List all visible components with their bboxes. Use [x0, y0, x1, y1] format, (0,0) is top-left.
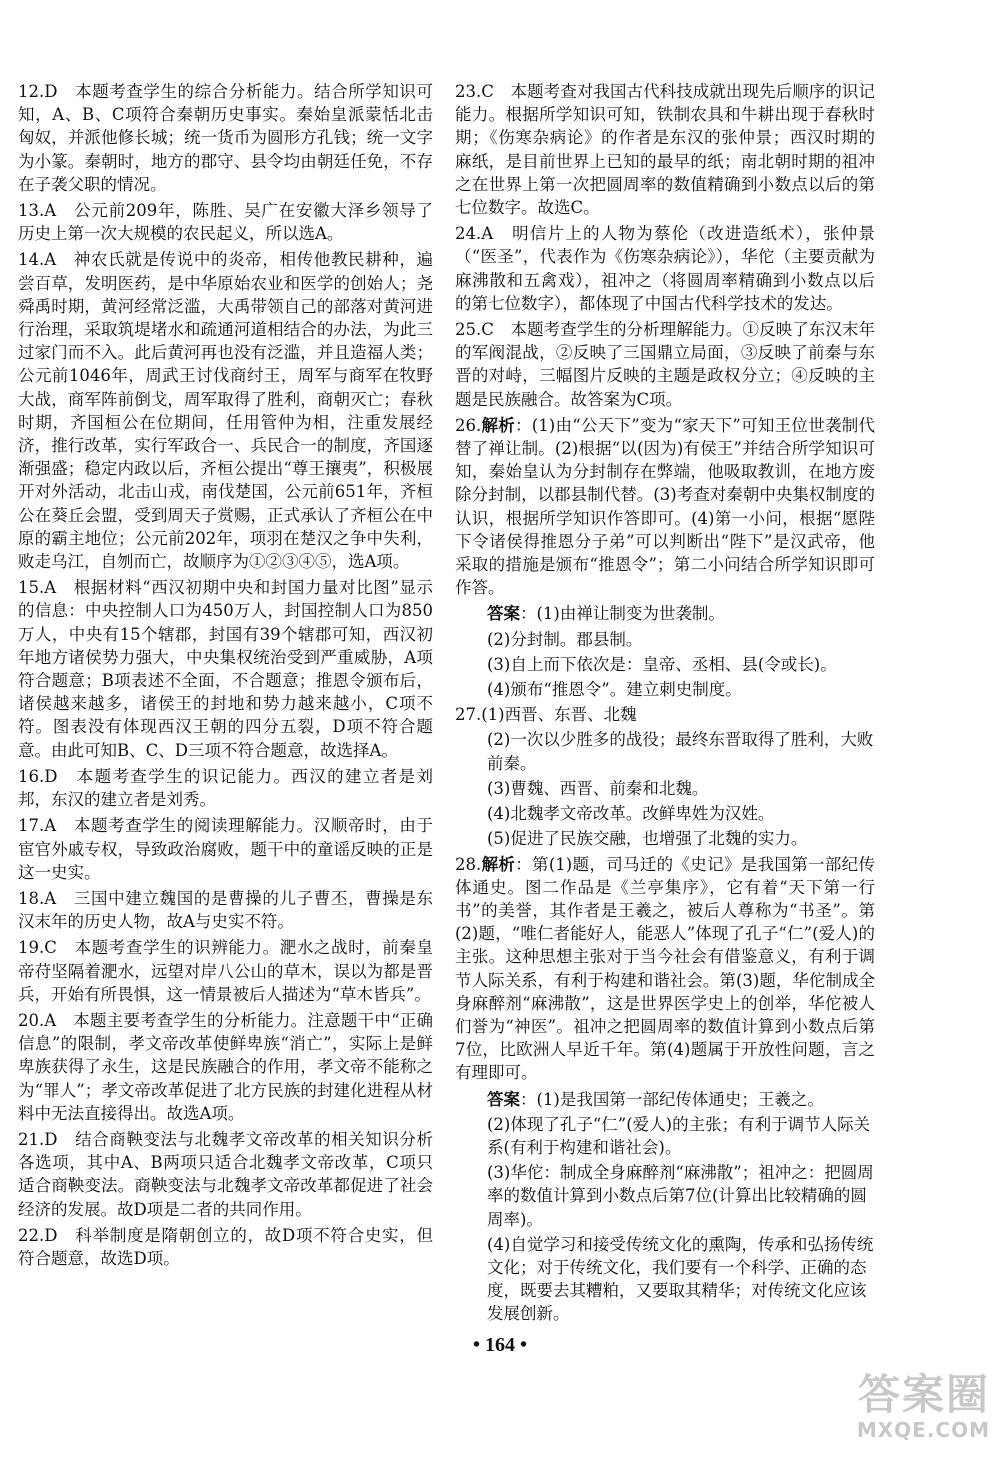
analysis-text: ：(1)由“公天下”变为“家天下”可知王位世袭制代替了禅让制。(2)根据“以(因为)有侯王”并结合所学知识可知，秦始皇认为分封制存在弊端，他吸取教训，在地方废除分封制，以郡县制代替。(3)考查对秦朝中央集权制度的认识，根据所学知识作答即可。(4)第一小问，根据“愿陛下令诸侯得推恩分子弟”可以判断出“陛下”是汉武帝，他采取的措施是颁布“推恩令”；第二小问结合所学知识即可作答。 [455, 415, 875, 598]
right-column [455, 80, 875, 1328]
answer-item-12 [18, 80, 433, 196]
item-number: 26. [455, 415, 482, 435]
item-text: 根据材料“西汉初期中央和封国力量对比图”显示的信息：中央控制人口为450万人，封国控制人口为850万人，中央有15个辖郡，封国有39个辖郡可知，西汉初年地方诸侯势力强大，中央集权统治受到严重威胁，A项符合题意；B项表述不全面，不合题意；推恩令颁布后，诸侯越来越多，诸侯王的封地和势力越来越小，C项不符。图表没有体现西汉王朝的四分五裂，D项不符合题意。由此可知B、C、D三项不符合题意，故选择A。 [18, 578, 433, 760]
answer-item-14 [18, 248, 433, 573]
answer-item-28 [455, 853, 875, 1326]
item-text: 本题考查学生的识辨能力。淝水之战时，前秦皇帝苻坚隔着淝水，远望对岸八公山的草木，误以为都是晋兵，开始有所畏惧，这一情景被后人描述为“草木皆兵”。 [18, 938, 433, 1004]
item-text: 本题考查学生的综合分析能力。结合所学知识可知，A、B、C项符合秦朝历史事实。秦始皇派蒙恬北击匈奴，并派他修长城；统一货币为圆形方孔钱；统一文字为小篆。秦朝时，地方的郡守、县令均由朝廷任免，不存在子袭父职的情况。 [18, 82, 433, 194]
answer-line: (2)体现了孔子“仁”(爱人)的主张；有利于调节人际关系(有利于构建和谐社会)。 [487, 1114, 871, 1157]
item-text: 公元前209年，陈胜、吴广在安徽大泽乡领导了历史上第一次大规模的农民起义，所以选A。 [18, 201, 433, 244]
item-text: 三国中建立魏国的是曹操的儿子曹丕，曹操是东汉末年的历史人物，故A与史实不符。 [18, 888, 433, 932]
answer-line: (4)北魏孝文帝改革。改鲜卑姓为汉姓。 [487, 804, 775, 824]
item-number: 13.A [18, 201, 57, 221]
item-number: 20.A [18, 1010, 57, 1030]
item-text: 本题考查学生的阅读理解能力。汉顺帝时，由于宦官外戚专权，导致政治腐败，题干中的童谣反映的正是这一史实。 [18, 816, 433, 882]
left-column [18, 80, 433, 1273]
item-number: 27. [455, 705, 482, 725]
item-text: 本题考查对我国古代科技成就出现先后顺序的识记能力。根据所学知识可知，铁制农具和牛耕出现于春秋时期；《伤寒杂病论》的作者是东汉的张仲景；西汉时期的麻纸，是目前世界上已知的最早的纸；南北朝时期的祖冲之在世界上第一次把圆周率的数值精确到小数点以后的第七位数字。故选C。 [455, 82, 875, 218]
item-text: 本题考查学生的识记能力。西汉的建立者是刘邦，东汉的建立者是刘秀。 [18, 766, 433, 810]
answer-line [455, 602, 875, 625]
item-text: 结合商鞅变法与北魏孝文帝改革的相关知识分析各选项，其中A、B两项只适合北魏孝文帝改革，C项只适合商鞅变法。商鞅变法与北魏孝文帝改革都促进了社会经济的发展。故D项是二者的共同作用。 [18, 1129, 433, 1219]
item-number: 25.C [455, 320, 494, 340]
answer-item-17 [18, 814, 433, 884]
item-number: 15.A [18, 578, 57, 598]
answer-text: (1)西晋、东晋、北魏 [481, 705, 637, 725]
answer-item-27 [455, 703, 875, 850]
page-number: • 164 • [472, 1334, 527, 1356]
answer-line: (3)自上而下依次是：皇帝、丞相、县(令或长)。 [487, 654, 837, 674]
analysis-text: ：第(1)题，司马迁的《史记》是我国第一部纪传体通史。图二作品是《兰亭集序》，它有着“天下第一行书”的美誉，其作者是王羲之，被后人尊称为“书圣”。第(2)题，“唯仁者能好人，能恶人”体现了孔子“仁”(爱人)的主张。这种思想主张对于当今社会有借鉴意义，有利于调节人际关系，有利于构建和谐社会。第(3)题，华佗制成全身麻醉剂“麻沸散”，这是世界医学史上的创举，华佗被人们誉为“神医”。祖冲之把圆周率的数值计算到小数点后第7位，比欧洲人早近千年。第(4)题属于开放性问题，言之有理即可。 [455, 854, 876, 1083]
answer-item-19 [18, 936, 433, 1006]
analysis-label: 解析 [481, 415, 516, 435]
item-number: 17.A [18, 816, 57, 836]
answer-item-13 [18, 199, 433, 245]
answer-item-25 [455, 318, 875, 411]
item-number: 14.A [18, 250, 57, 270]
answer-line: (3)曹魏、西晋、前秦和北魏。 [487, 778, 709, 798]
watermark-logo-text: 答案圈 [857, 1370, 990, 1419]
item-number: 16.D [18, 766, 58, 786]
answer-line: (3)华佗：制成全身麻醉剂“麻沸散”；祖冲之：把圆周率的数值计算到小数点后第7位(计算出比较精确的圆周率)。 [487, 1163, 874, 1229]
answer-label: 答案 [487, 604, 520, 624]
analysis-paragraph [455, 853, 875, 1085]
item-number: 24.A [455, 224, 494, 244]
item-text: 明信片上的人物为蔡伦（改进造纸术），张仲景（“医圣”，代表作为《伤寒杂病论》），华佗（主要贡献为麻沸散和五禽戏），祖冲之（将圆周率精确到小数点以后的第七位数字），都体现了中国古代科学技术的发达。 [455, 224, 875, 313]
item-number: 22.D [18, 1225, 58, 1245]
item-text: 神农氏就是传说中的炎帝，相传他教民耕种，遍尝百草，发明医药，是中华原始农业和医学的创始人；尧舜禹时期，黄河经常泛滥，大禹带领自己的部落对黄河进行治理，采取筑堤堵水和疏通河道相结合的办法，为此三过家门而不入。此后黄河再也没有泛滥，并且造福人类；公元前1046年，周武王讨伐商纣王，周军与商军在牧野大战，商军阵前倒戈，周军取得了胜利，商朝灭亡；春秋时期，齐国桓公在位期间，任用管仲为相，注重发展经济，推行改革，实行军政合一、兵民合一的制度，齐国逐渐强盛；稳定内政以后，齐桓公提出“尊王攘夷”，积极展开对外活动，北击山戎，南伐楚国，公元前651年，齐桓公在葵丘会盟，受到周天子赏赐，正式承认了齐桓公在中原的霸主地位；公元前202年，项羽在楚汉之争中失利，败走乌江，自刎而亡，故顺序为①②③④⑤，选A项。 [18, 250, 433, 572]
item-number: 19.C [18, 938, 57, 958]
answer-line: (5)促进了民族交融，也增强了北魏的实力。 [487, 829, 808, 849]
answer-item-24 [455, 222, 875, 315]
item-text: 科举制度是隋朝创立的，故D项不符合史实，但符合题意，故选D项。 [18, 1225, 433, 1268]
answer-line: (2)一次以少胜多的战役；最终东晋取得了胜利，大败前秦。 [487, 730, 874, 773]
answer-line: (4)颁布“推恩令”。建立刺史制度。 [487, 680, 742, 700]
item-number: 18.A [18, 888, 57, 908]
answer-text: ：(1)是我国第一部纪传体通史；王羲之。 [520, 1089, 824, 1109]
answer-text: ：(1)由禅让制变为世袭制。 [520, 604, 725, 624]
item-number: 28. [455, 854, 482, 874]
site-watermark [830, 1372, 990, 1452]
answer-item-16 [18, 765, 433, 811]
answer-item-22 [18, 1224, 433, 1270]
item-number: 12.D [18, 82, 58, 101]
answer-item-15 [18, 576, 433, 762]
watermark-url: MXQE.COM [856, 1418, 990, 1442]
item-number: 21.D [18, 1129, 58, 1149]
analysis-label: 解析 [481, 854, 516, 874]
answer-line [455, 1088, 875, 1111]
answer-item-21 [18, 1128, 433, 1221]
answer-item-20 [18, 1009, 433, 1125]
answer-line [455, 703, 875, 726]
item-text: 本题考查学生的分析理解能力。①反映了东汉末年的军阀混战，②反映了三国鼎立局面，③反映了前秦与东晋的对峙，三幅图片反映的主题是政权分立；④反映的主题是民族融合。故答案为C项。 [455, 320, 875, 409]
answer-item-23 [455, 80, 875, 219]
answer-item-18 [18, 887, 433, 933]
item-number: 23.C [455, 82, 494, 101]
answer-line: (4)自觉学习和接受传统文化的熏陶，传承和弘扬传统文化；对于传统文化，我们要有一个科学、正确的态度，既要去其糟粕，又要取其精华；对传统文化应该发展创新。 [487, 1234, 874, 1324]
answer-line: (2)分封制。郡县制。 [487, 629, 643, 649]
item-text: 本题主要考查学生的分析能力。注意题干中“正确信息”的限制，孝文帝改革使鲜卑族“消亡”，实际上是鲜卑族获得了永生，这是民族融合的作用，孝文帝不能称之为“罪人”；孝文帝改革促进了北方民族的封建化进程从材料中无法直接得出。故选A项。 [18, 1010, 433, 1123]
analysis-paragraph [455, 414, 875, 600]
answer-item-26 [455, 414, 875, 701]
answer-label: 答案 [487, 1089, 520, 1109]
